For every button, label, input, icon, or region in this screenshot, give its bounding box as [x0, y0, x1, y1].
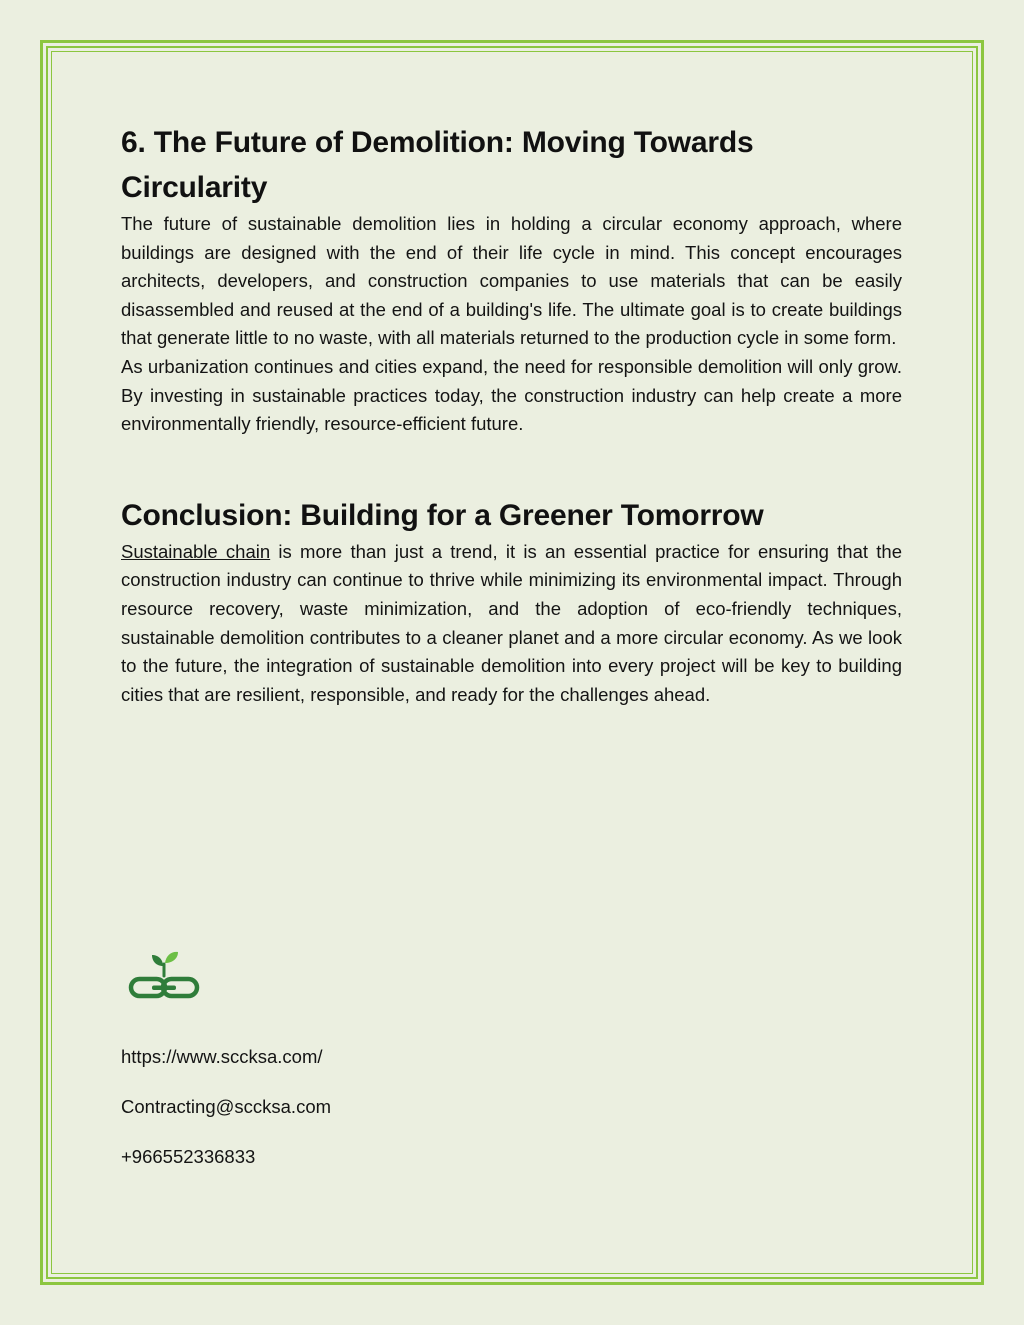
- section-heading-future-of-demolition: 6. The Future of Demolition: Moving Towards Circularity: [121, 126, 754, 204]
- contact-website[interactable]: https://www.sccksa.com/: [121, 1046, 323, 1067]
- contact-phone: +966552336833: [121, 1146, 256, 1167]
- sustainable-chain-link[interactable]: Sustainable chain: [121, 540, 271, 562]
- paragraph-circular-economy: The future of sustainable demolition lies in holding a circular economy approach, where buildings are designed with the end of their life cycle in mind. This concept encourages architects, developers, and construction companies to use materials that can be easily disassembled and reused at the end of a building's life. The ultimate goal is to create buildings that generate little to no waste, with all materials returned to the production cycle in some form.: [121, 213, 902, 349]
- conclusion-body-text: is more than just a trend, it is an essential practice for ensuring that the construction industry can continue to thrive while minimizing its environmental impact. Through resource recovery, waste minimization, and the adoption of eco-friendly techniques, sustainable demolition contributes to a cleaner planet and a more circular economy. As we look to the future, the integration of sustainable demolition into every project will be key to building cities that are resilient, responsible, and ready for the challenges ahead.: [121, 540, 902, 705]
- contact-email[interactable]: Contracting@sccksa.com: [121, 1096, 332, 1117]
- document-content: [121, 120, 902, 709]
- conclusion-heading: Conclusion: Building for a Greener Tomorrow: [121, 498, 764, 532]
- chain-sprout-logo-icon: [126, 950, 202, 1002]
- conclusion-paragraph: [121, 538, 902, 710]
- paragraph-urbanization: As urbanization continues and cities expand, the need for responsible demolition will only grow. By investing in sustainable practices today, the construction industry can help create a more environmentally friendly, resource-efficient future.: [121, 355, 902, 435]
